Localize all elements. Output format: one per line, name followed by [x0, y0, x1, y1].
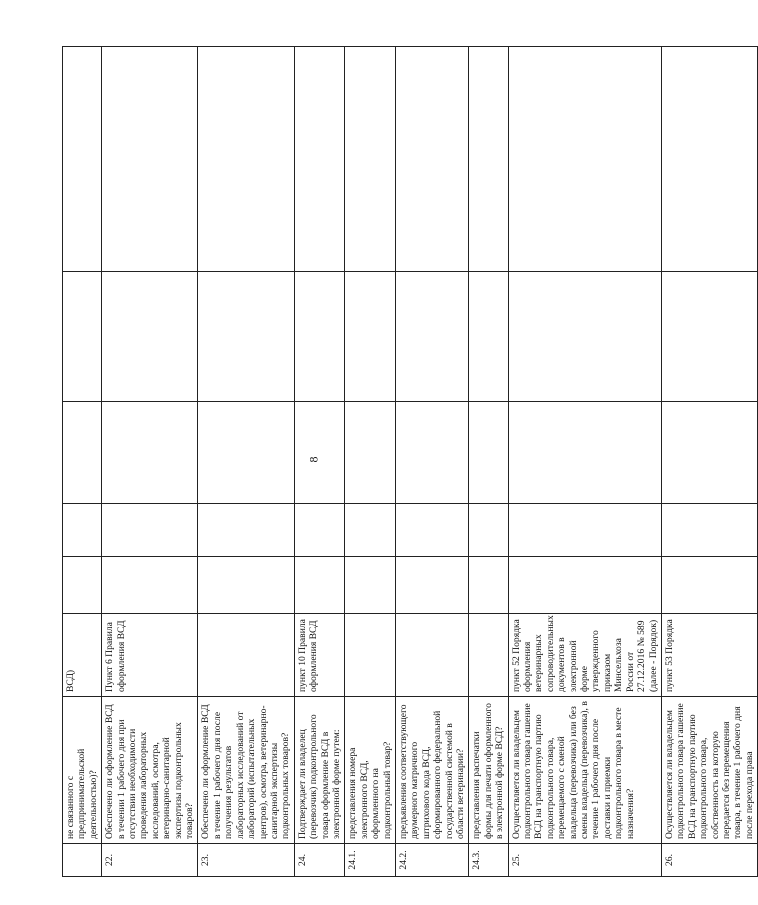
table-row [294, 47, 345, 877]
requirement-cell: не связанного с предпринимательской деятельностью)? [63, 697, 102, 844]
table-row [102, 47, 198, 877]
row-number: 24. [294, 844, 345, 877]
requirement-cell: Осуществляется ли владельцем подконтрольного товара гашение ВСД на транспортную партию подконтрольного товара, перемещаемого с сменой владельца (перевозчика) или без смены владельца (перевозчика), в течение 1 рабочего дня после доставки и приемки подконтрольного товара в месте назначения? [508, 697, 661, 844]
empty-cell [63, 504, 102, 557]
requirement-cell: Обеспечено ли оформление ВСД в течение 1 рабочего дня после получения результатов лабораторных исследований от лабораторий (испытательных центров), осмотра, ветеринарно-санитарной экспертизы подконтрольных товаров? [198, 697, 294, 844]
table-row [661, 47, 757, 877]
empty-cell [63, 47, 102, 272]
empty-cell [395, 272, 468, 402]
source-cell: Пункт 6 Правила оформления ВСД [102, 614, 198, 697]
empty-cell [469, 47, 508, 272]
empty-cell [661, 47, 757, 272]
source-cell [198, 614, 294, 697]
source-cell: пункт 53 Порядка [661, 614, 757, 697]
empty-cell [294, 272, 345, 402]
table-row [469, 47, 508, 877]
empty-cell [345, 557, 396, 614]
table-row [345, 47, 396, 877]
empty-cell [395, 504, 468, 557]
empty-cell [198, 504, 294, 557]
row-number: 26. [661, 844, 757, 877]
empty-cell [395, 557, 468, 614]
empty-cell [661, 557, 757, 614]
empty-cell [63, 402, 102, 504]
source-cell: пункт 10 Правила оформления ВСД [294, 614, 345, 697]
row-number: 24.2. [395, 844, 468, 877]
empty-cell [198, 557, 294, 614]
empty-cell [294, 402, 345, 504]
source-cell: пункт 52 Порядка оформления ветеринарных сопроводительных документов в электронной форме утвержденного приказом Минсельхоза России от 27.12.2016 № 589 (далее - Порядок) [508, 614, 661, 697]
requirement-cell: Подтверждает ли владелец (перевозчик) подконтрольного товара оформление ВСД в электронной форме путем: [294, 697, 345, 844]
empty-cell [508, 557, 661, 614]
empty-cell [345, 47, 396, 272]
empty-cell [395, 47, 468, 272]
row-number: 25. [508, 844, 661, 877]
table-row [508, 47, 661, 877]
empty-cell [102, 272, 198, 402]
empty-cell [294, 557, 345, 614]
empty-cell [469, 504, 508, 557]
row-number: 22. [102, 844, 198, 877]
rotated-table-container [62, 47, 755, 877]
empty-cell [102, 47, 198, 272]
empty-cell [102, 557, 198, 614]
requirement-cell: представления распечатки формы для печати оформленного в электронной форме ВСД? [469, 697, 508, 844]
empty-cell [508, 504, 661, 557]
empty-cell [469, 272, 508, 402]
table-row [198, 47, 294, 877]
requirement-cell: предъявления соответствующего двумерного матричного штрихового кода ВСД, сформированного федеральной государственной системой в области ветеринарии? [395, 697, 468, 844]
row-number: 23. [198, 844, 294, 877]
page-number: 8 [306, 456, 321, 463]
empty-cell [508, 272, 661, 402]
empty-cell [102, 504, 198, 557]
empty-cell [661, 504, 757, 557]
row-number: 24.1. [345, 844, 396, 877]
empty-cell [198, 272, 294, 402]
empty-cell [345, 272, 396, 402]
empty-cell [345, 402, 396, 504]
source-cell: ВСД) [63, 614, 102, 697]
source-cell [469, 614, 508, 697]
row-number [63, 844, 102, 877]
checklist-table [62, 46, 758, 877]
empty-cell [102, 402, 198, 504]
empty-cell [661, 272, 757, 402]
empty-cell [469, 557, 508, 614]
empty-cell [395, 402, 468, 504]
empty-cell [345, 504, 396, 557]
empty-cell [63, 557, 102, 614]
empty-cell [469, 402, 508, 504]
empty-cell [661, 402, 757, 504]
empty-cell [198, 402, 294, 504]
table-row [395, 47, 468, 877]
empty-cell [508, 402, 661, 504]
source-cell [395, 614, 468, 697]
row-number: 24.3. [469, 844, 508, 877]
empty-cell [508, 47, 661, 272]
empty-cell [63, 272, 102, 402]
requirement-cell: представления номера электронного ВСД, оформленного на подконтрольный товар? [345, 697, 396, 844]
requirement-cell: Осуществляется ли владельцем подконтрольного товара гашение ВСД на транспортную партию подконтрольного товара, собственность на которую передается без перемещения товара, в течение 1 рабочего дня после перехода права [661, 697, 757, 844]
requirement-cell: Обеспечено ли оформление ВСД в течении 1 рабочего дня при отсутствии необходимости проведения лабораторных исследований, осмотра, ветеринарно-санитарной экспертизы подконтрольных товаров? [102, 697, 198, 844]
source-cell [345, 614, 396, 697]
empty-cell [294, 47, 345, 272]
table-row [63, 47, 102, 877]
empty-cell [294, 504, 345, 557]
empty-cell [198, 47, 294, 272]
